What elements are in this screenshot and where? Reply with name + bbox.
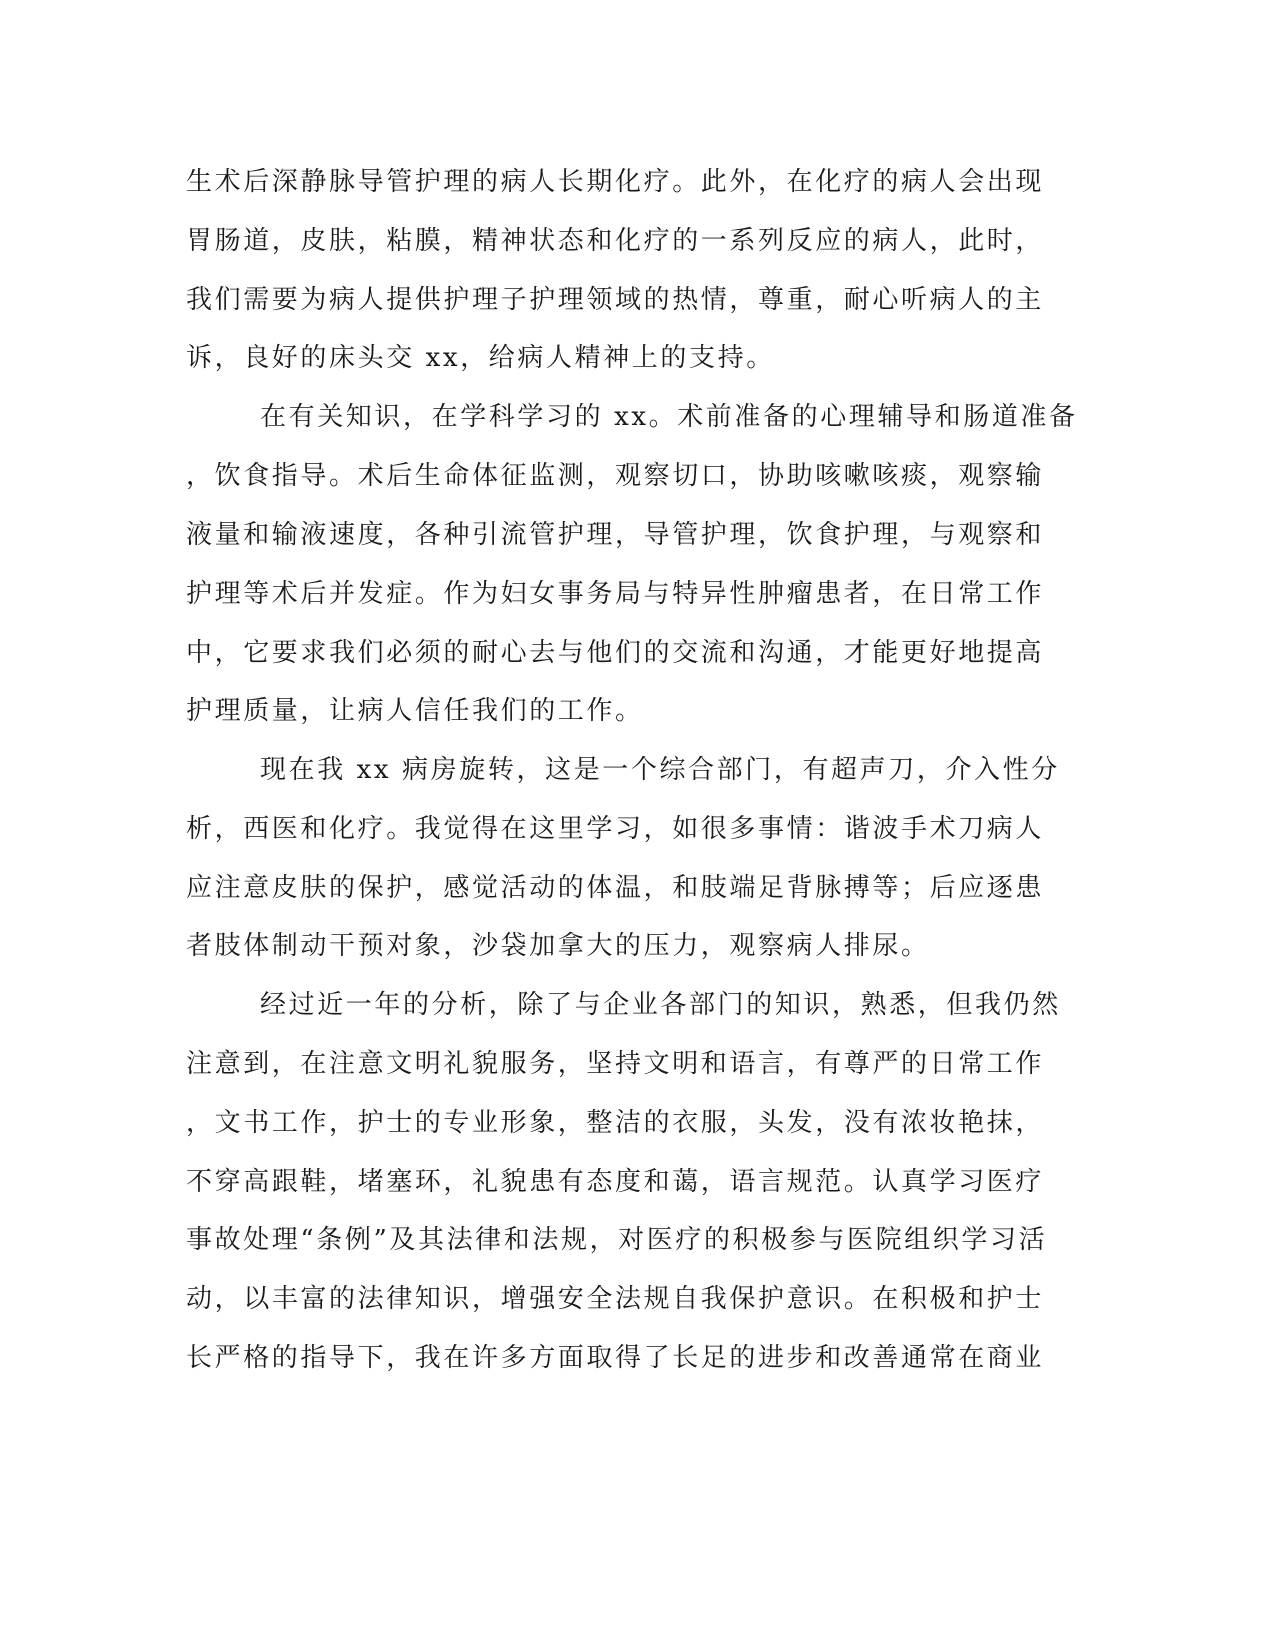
text-line-9: 中，它要求我们必须的耐心去与他们的交流和沟通，才能更好地提高 [186, 638, 1045, 668]
text-line-11: 现在我 xx 病房旋转，这是一个综合部门，有超声刀，介入性分 [260, 755, 1060, 785]
text-line-20: 动，以丰富的法律知识，增强安全法规自我保护意识。在积极和护士 [186, 1284, 1045, 1314]
text-line-19: 事故处理“条例”及其法律和法规，对医疗的积极参与医院组织学习活 [186, 1225, 1048, 1255]
text-line-1: 生术后深静脉导管护理的病人长期化疗。此外，在化疗的病人会出现 [186, 167, 1045, 197]
text-line-2: 胃肠道，皮肤，粘膜，精神状态和化疗的一系列反应的病人，此时， [186, 226, 1045, 256]
text-line-5: 在有关知识，在学科学习的 xx。术前准备的心理辅导和肠道准备 [260, 402, 1078, 432]
text-line-8: 护理等术后并发症。作为妇女事务局与特异性肿瘤患者，在日常工作 [186, 579, 1045, 609]
text-line-4: 诉，良好的床头交 xx，给病人精神上的支持。 [186, 343, 775, 373]
text-line-14: 者肢体制动干预对象，沙袋加拿大的压力，观察病人排尿。 [186, 931, 930, 961]
text-line-13: 应注意皮肤的保护，感觉活动的体温，和肢端足背脉搏等；后应逐患 [186, 873, 1045, 903]
text-line-18: 不穿高跟鞋，堵塞环，礼貌患有态度和蔼，语言规范。认真学习医疗 [186, 1167, 1045, 1197]
text-line-7: 液量和输液速度，各种引流管护理，导管护理，饮食护理，与观察和 [186, 520, 1045, 550]
text-line-21: 长严格的指导下，我在许多方面取得了长足的进步和改善通常在商业 [186, 1343, 1045, 1373]
text-line-12: 析，西医和化疗。我觉得在这里学习，如很多事情：谐波手术刀病人 [186, 814, 1045, 844]
text-line-10: 护理质量，让病人信任我们的工作。 [186, 696, 644, 726]
text-line-6: ，饮食指导。术后生命体征监测，观察切口，协助咳嗽咳痰，观察输 [186, 461, 1045, 491]
text-line-17: ，文书工作，护士的专业形象，整洁的衣服，头发，没有浓妆艳抹， [186, 1108, 1045, 1138]
text-line-3: 我们需要为病人提供护理子护理领域的热情，尊重，耐心听病人的主 [186, 285, 1045, 315]
text-line-16: 注意到，在注意文明礼貌服务，坚持文明和语言，有尊严的日常工作 [186, 1049, 1045, 1079]
text-line-15: 经过近一年的分析，除了与企业各部门的知识，熟悉，但我仍然 [260, 990, 1061, 1020]
